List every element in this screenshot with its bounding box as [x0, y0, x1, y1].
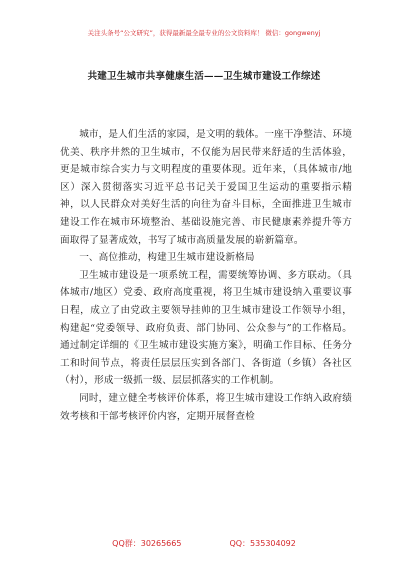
- footer-qq-number: QQ：535304092: [229, 539, 296, 548]
- paragraph-intro: 城市，是人们生活的家园，是文明的载体。一座干净整洁、环境优美、秩序井然的卫生城市，不仅能为居民带来舒适的生活体验，更是城市综合实力与文明程度的重要体现。近年来，（具体城市/地区）深入贯彻落实习近平总书记关于爱国卫生运动的重要指示精神，以人民群众对美好生活的向往为奋斗目标，全面推进卫生城市建设工作在城市环境整治、基础设施完善、市民健康素养提升等方面取得了显著成效，书写了城市高质量发展的崭新篇章。: [60, 129, 353, 246]
- section-heading: 一、高位推动，构建卫生城市建设新格局: [79, 252, 255, 264]
- paragraph-assessment: 同时，建立健全考核评价体系，将卫生城市建设工作纳入政府绩效考核和干部考核评价内容，定期开展督查检: [60, 392, 353, 422]
- header-promo-banner: 关注头条号“公文研究”，获得最新最全最专业的公文资料库！ 微信：gongwenyj: [87, 29, 321, 37]
- document-title: 共建卫生城市共享健康生活——卫生城市建设工作综述: [87, 71, 321, 82]
- paragraph-section-1: 卫生城市建设是一项系统工程，需要统筹协调、多方联动。（具体城市/地区）党委、政府高度重视，将卫生城市建设纳入重要议事日程，成立了由党政主要领导挂帅的卫生城市建设工作领导小组，构建起“党委领导、政府负责、部门协同、公众参与”的工作格局。通过制定详细的《卫生城市建设实施方案》，明确工作目标、任务分工和时间节点，将责任层层压实到各部门、各街道（乡镇）各社区（村），形成一级抓一级、层层抓落实的工作机制。: [60, 269, 352, 387]
- footer-qq-group: QQ群：30265665: [112, 539, 182, 548]
- document-body: [60, 126, 352, 425]
- footer-contact: [0, 538, 408, 549]
